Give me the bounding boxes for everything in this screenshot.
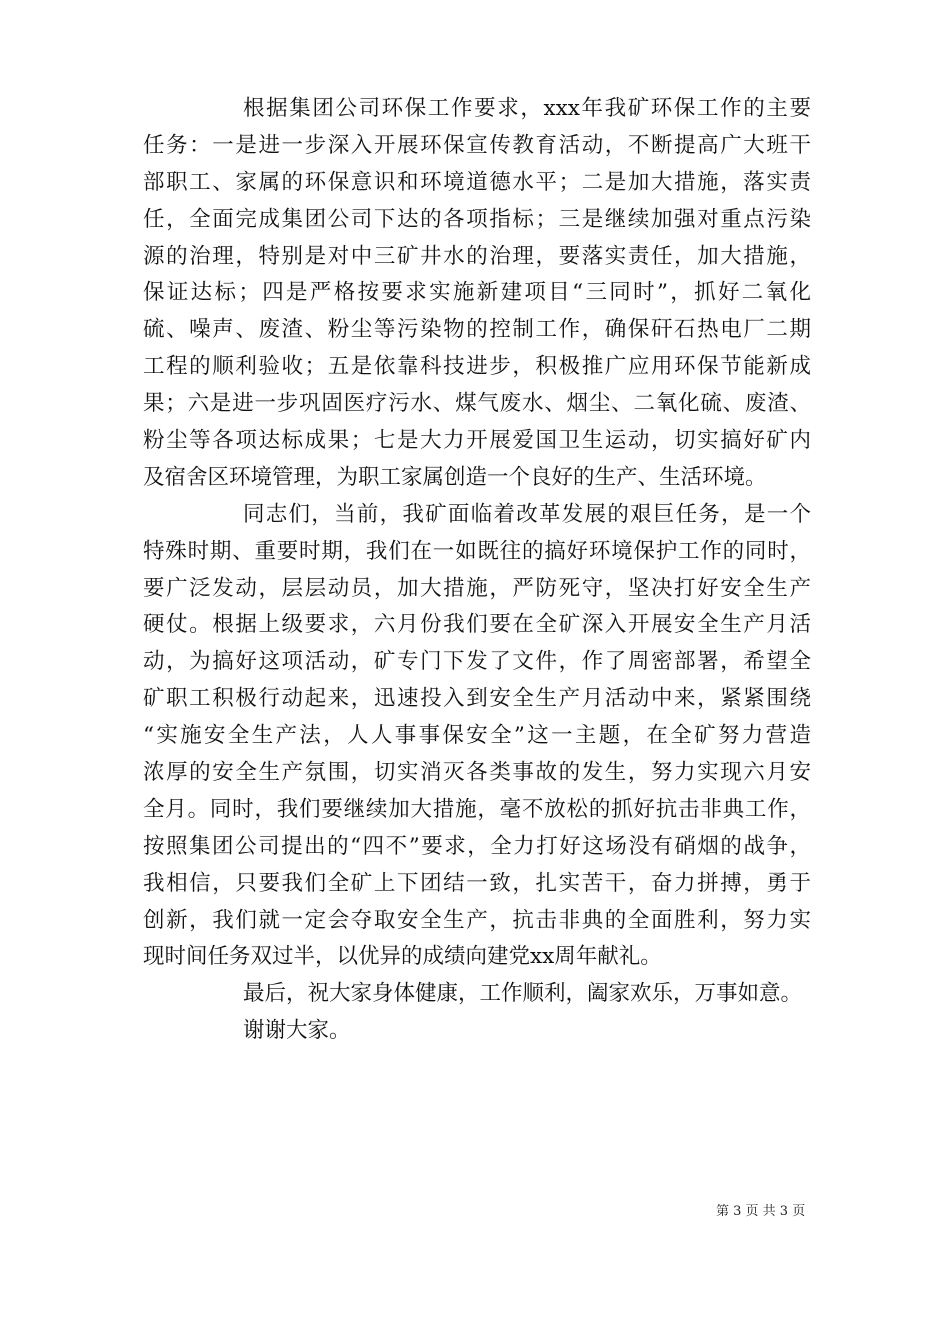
paragraph-line: 特殊时期、重要时期，我们在一如既往的搞好环境保护工作的同时， (143, 538, 811, 564)
paragraph-line: 粉尘等各项达标成果；七是大力开展爱国卫生运动，切实搞好矿内 (143, 428, 811, 454)
paragraph-line: 要广泛发动，层层动员，加大措施，严防死守，坚决打好安全生产 (143, 575, 811, 601)
paragraph-line: 部职工、家属的环保意识和环境道德水平；二是加大措施，落实责 (143, 169, 811, 195)
paragraph-line: 浓厚的安全生产氛围，切实消灭各类事故的发生，努力实现六月安 (143, 760, 811, 786)
paragraph-line: “实施安全生产法，人人事事保安全”这一主题，在全矿努力营造 (143, 723, 811, 749)
paragraph-safety-production (143, 497, 811, 977)
paragraph-line: 按照集团公司提出的“四不”要求，全力打好这场没有硝烟的战争， (143, 833, 811, 859)
paragraph-line: 同志们，当前，我矿面临着改革发展的艰巨任务，是一个 (243, 501, 811, 527)
paragraph-line: 现时间任务双过半，以优异的成绩向建党xx周年献礼。 (143, 944, 662, 970)
paragraph-line: 动，为搞好这项活动，矿专门下发了文件，作了周密部署，希望全 (143, 649, 811, 675)
paragraph-line: 矿职工积极行动起来，迅速投入到安全生产月活动中来，紧紧围绕 (143, 686, 811, 712)
paragraph-line: 创新，我们就一定会夺取安全生产，抗击非典的全面胜利，努力实 (143, 907, 811, 933)
paragraph-line: 全月。同时，我们要继续加大措施，毫不放松的抓好抗击非典工作， (143, 796, 811, 822)
paragraph-line: 根据集团公司环保工作要求，xxx年我矿环保工作的主要 (243, 96, 811, 121)
paragraph-line: 硬仗。根据上级要求，六月份我们要在全矿深入开展安全生产月活 (143, 612, 811, 638)
paragraph-line: 最后，祝大家身体健康，工作顺利，阖家欢乐，万事如意。 (243, 981, 803, 1007)
paragraph-line: 及宿舍区环境管理，为职工家属创造一个良好的生产、生活环境。 (143, 464, 767, 490)
paragraph-closing-wishes (143, 976, 811, 1013)
paragraph-environmental-tasks (143, 91, 811, 497)
paragraph-line: 任务：一是进一步深入开展环保宣传教育活动，不断提高广大班干 (143, 132, 811, 158)
document-body (143, 91, 811, 1050)
page-number-footer: 第 3 页 共 3 页 (716, 1204, 806, 1219)
paragraph-line: 我相信，只要我们全矿上下团结一致，扎实苦干，奋力拼搏，勇于 (143, 870, 811, 896)
paragraph-line: 源的治理，特别是对中三矿井水的治理，要落实责任，加大措施， (143, 243, 811, 269)
paragraph-line: 谢谢大家。 (243, 1018, 351, 1044)
paragraph-line: 工程的顺利验收；五是依靠科技进步，积极推广应用环保节能新成 (143, 354, 811, 380)
paragraph-line: 保证达标；四是严格按要求实施新建项目“三同时”，抓好二氧化 (143, 280, 811, 306)
paragraph-line: 任，全面完成集团公司下达的各项指标；三是继续加强对重点污染 (143, 206, 811, 232)
paragraph-line: 果；六是进一步巩固医疗污水、煤气废水、烟尘、二氧化硫、废渣、 (143, 391, 811, 417)
paragraph-line: 硫、噪声、废渣、粉尘等污染物的控制工作，确保矸石热电厂二期 (143, 317, 811, 343)
paragraph-thanks (143, 1013, 811, 1050)
